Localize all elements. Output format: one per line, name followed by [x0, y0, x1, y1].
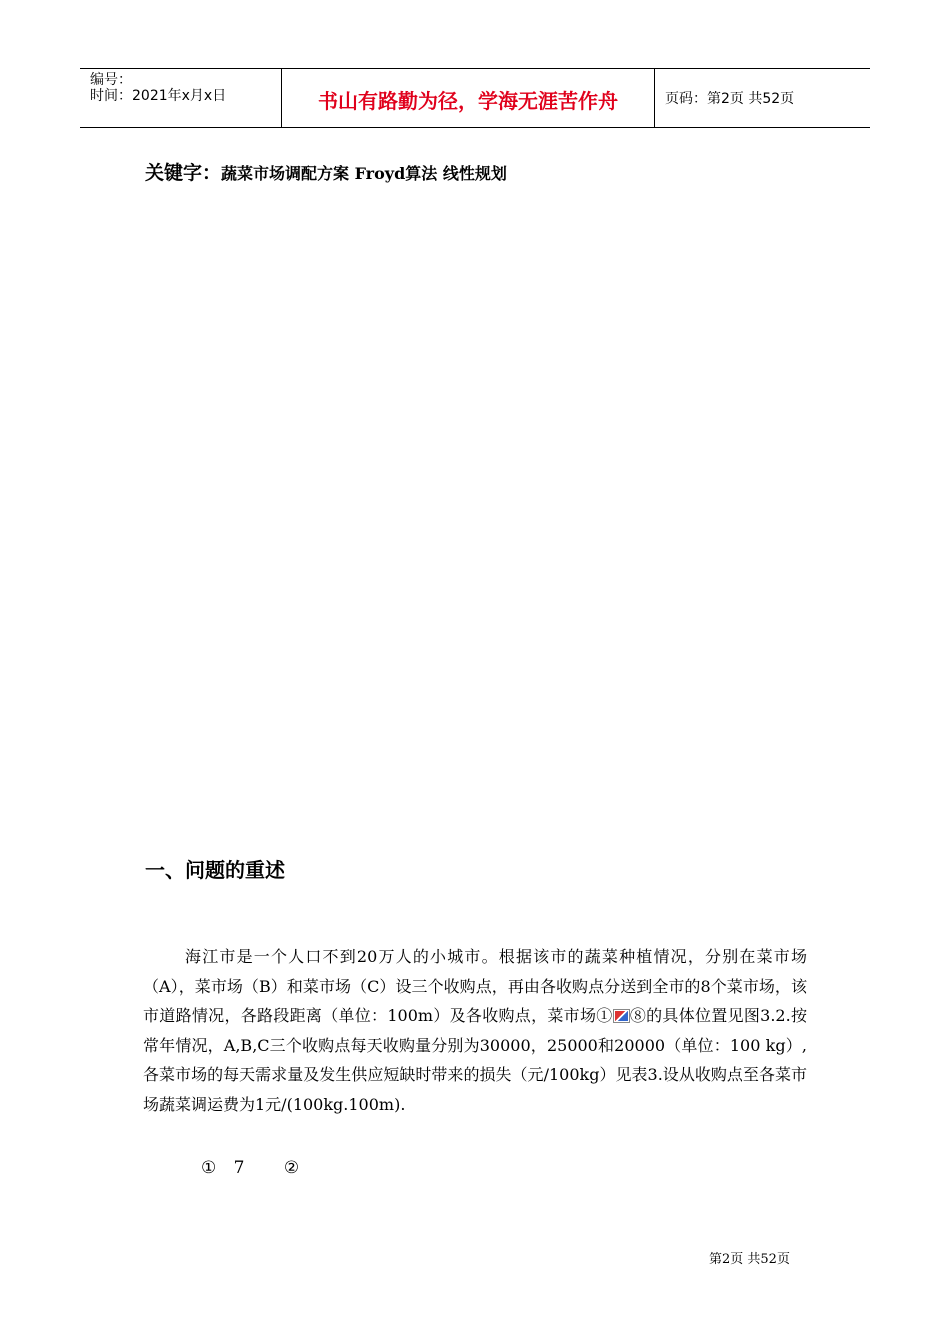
- time-label: 时间：2021年x月x日: [90, 88, 227, 104]
- header-meta: [80, 69, 282, 127]
- section-title: 一、问题的重述: [145, 858, 285, 882]
- page-footer: 第2页 共52页: [709, 1252, 790, 1267]
- keywords-line: [145, 158, 507, 185]
- paragraph-part-1: 海江市是一个人口不到20万人的小城市。根据该市的蔬菜种植情况，分别在菜市场（A），菜市场（B）和菜市场（C）设三个收购点，再由各收购点分送到全市的8个菜市场，该市道路情况，各路段距离（单位：100m）及各收购点，菜市场①: [143, 947, 807, 1025]
- node-2-label: ②: [283, 1158, 300, 1178]
- node-1-label: ①: [201, 1158, 217, 1178]
- number-label: 编号：: [90, 72, 132, 88]
- keywords-text: 蔬菜市场调配方案 Froyd算法 线性规划: [221, 164, 507, 183]
- broken-image-icon: [613, 1009, 630, 1023]
- page-header: [80, 68, 870, 128]
- figure-fragment: [201, 1158, 299, 1178]
- problem-paragraph: [143, 942, 807, 1119]
- paragraph-part-2: ⑧的具体位置见图3.2.按常年情况，A,B,C三个收购点每天收购量分别为30000，25000和20000（单位：100 kg）,各菜市场的每天需求量及发生供应短缺时带来的损失（元/100kg）见表3.设从收购点至各菜市场蔬菜调运费为1元/(100kg.100m).: [143, 1006, 807, 1114]
- edge-distance-label: 7: [233, 1158, 245, 1178]
- header-page-info: 页码：第2页 共52页: [665, 91, 795, 107]
- keywords-label: 关键字：: [145, 162, 222, 184]
- header-motto: 书山有路勤为径，学海无涯苦作舟: [282, 69, 655, 127]
